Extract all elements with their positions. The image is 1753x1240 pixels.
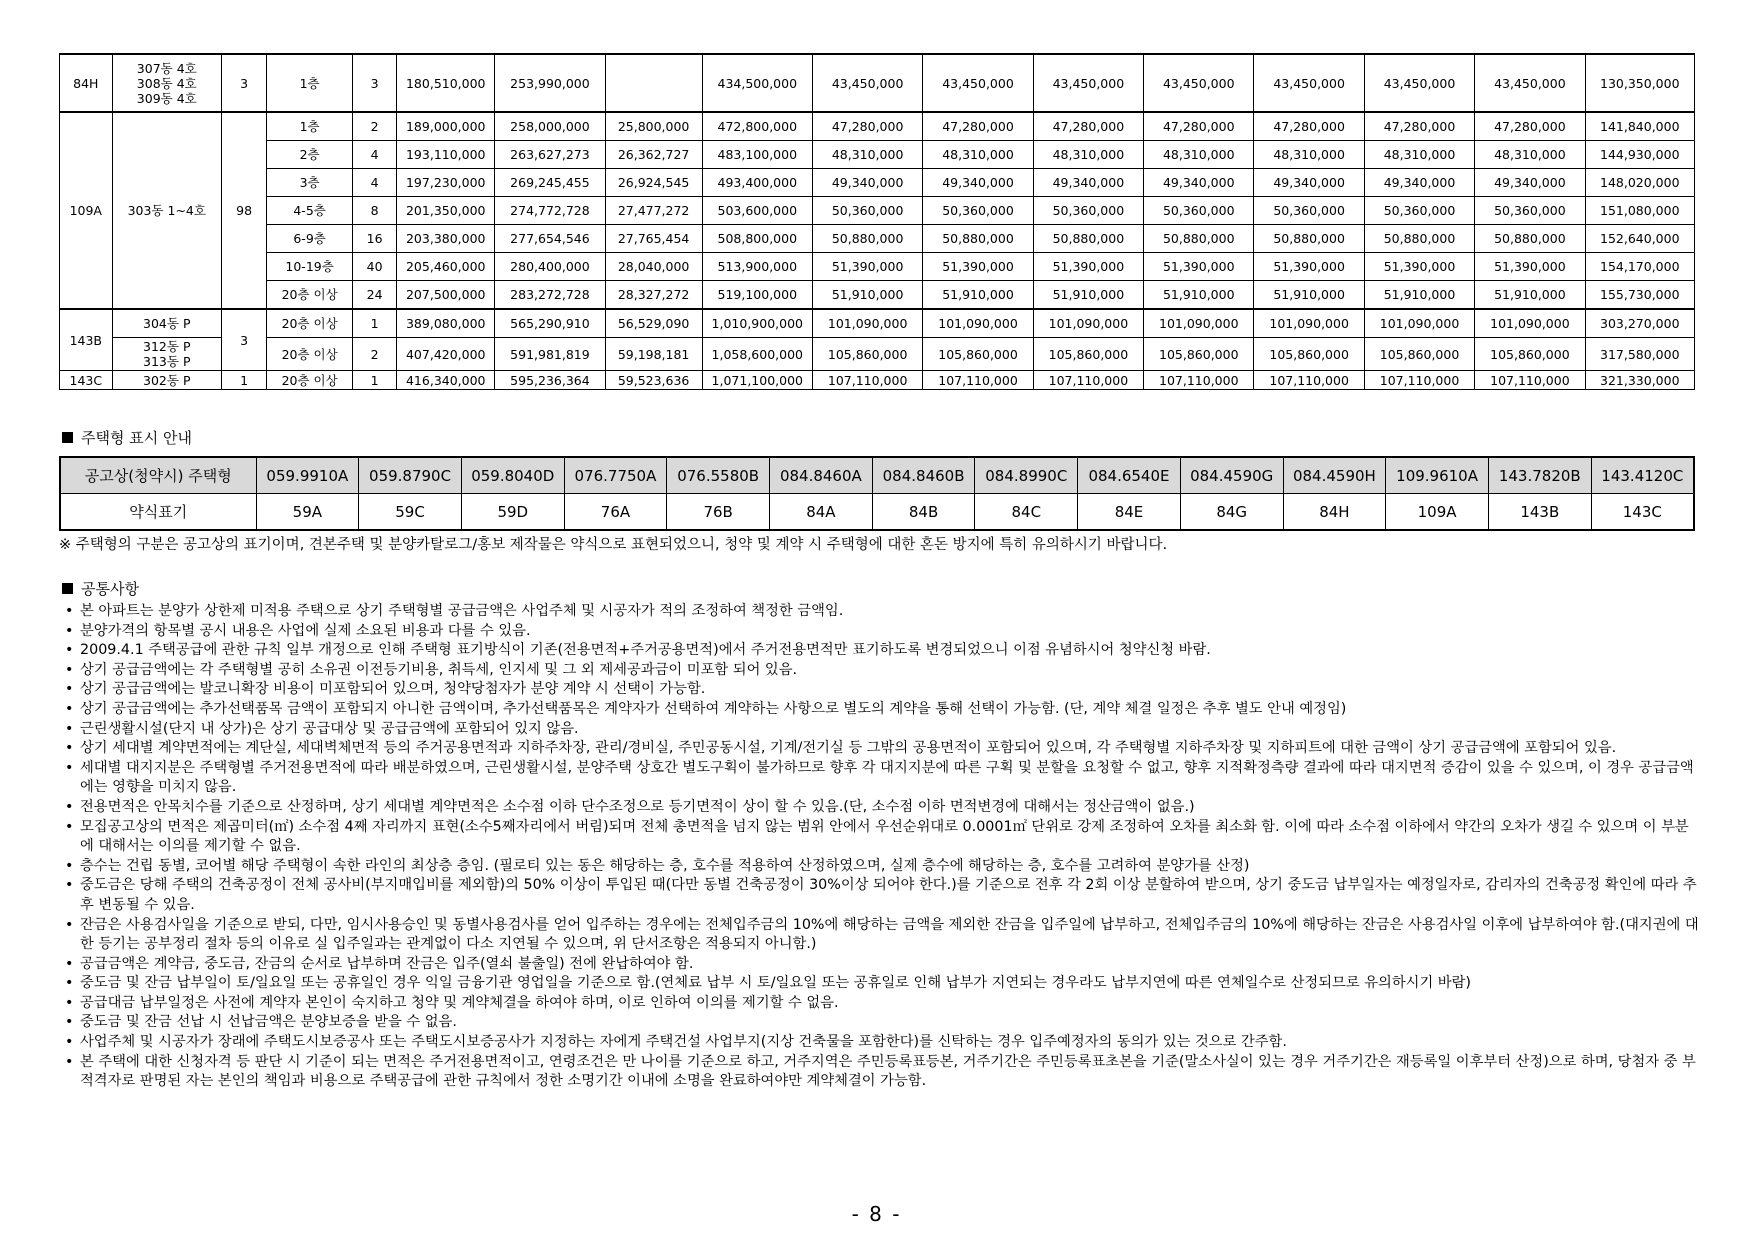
amount-cell: 51,910,000 bbox=[1254, 281, 1364, 310]
amount-cell: 51,390,000 bbox=[812, 253, 922, 281]
bullet-icon: • bbox=[65, 700, 74, 717]
housing-type-cell: 143C bbox=[60, 371, 113, 390]
bullet-icon: • bbox=[65, 857, 74, 874]
amount-cell: 59,198,181 bbox=[605, 338, 702, 371]
common-item-text: 전용면적은 안목치수를 기준으로 산정하며, 상기 세대별 계약면적은 소수점 이하 단수조정으로 등기면적이 상이 할 수 있음.(단, 소수점 이하 면적변경에 대해서는 정산금액이 없음.) bbox=[80, 798, 1195, 815]
common-item bbox=[60, 1013, 1700, 1033]
amount-cell: 107,110,000 bbox=[1475, 371, 1585, 390]
amount-cell: 50,360,000 bbox=[1475, 197, 1585, 225]
amount-cell: 48,310,000 bbox=[1475, 141, 1585, 169]
type-abbreviation-cell: 84A bbox=[770, 494, 873, 531]
bullet-icon: • bbox=[65, 603, 74, 619]
common-item-text: 상기 세대별 계약면적에는 계단실, 세대벽체면적 등의 주거공용면적과 지하주차장, 관리/경비실, 주민공동시설, 기계/전기실 등 그밖의 공용면적이 포함되어 있으며, 각 주택형별 지하주차장 및 지하피트에 대한 금액이 상기 공급금액에 포함되어 있음. bbox=[80, 740, 1617, 757]
common-item bbox=[60, 759, 1700, 798]
common-item-text: 중도금은 당해 주택의 건축공정이 전체 공사비(부지매입비를 제외함)의 50% 이상이 투입된 때(다만 동별 건축공정이 30%이상 되어야 한다.)를 기준으로 전후 각 2회 이상 분할하여 받으며, 상기 중도금 납부일자는 예정일자로, 감리자의 건축공정 확인에 따라 추후 변동될 수 있음. bbox=[80, 877, 1697, 913]
common-item bbox=[60, 876, 1700, 915]
common-item-text: 사업주체 및 시공자가 장래에 주택도시보증공사 또는 주택도시보증공사가 지정하는 자에게 주택건설 사업부지(지상 건축물을 포함한다)를 신탁하는 경우 입주예정자의 동의가 있는 것으로 간주함. bbox=[80, 1034, 1287, 1051]
amount-cell: 43,450,000 bbox=[1364, 54, 1474, 112]
amount-cell: 105,860,000 bbox=[812, 338, 922, 371]
price-table-row bbox=[60, 54, 1695, 112]
amount-cell: 51,910,000 bbox=[1475, 281, 1585, 310]
amount-cell: 105,860,000 bbox=[1364, 338, 1474, 371]
type-abbreviation-cell: 59C bbox=[359, 494, 462, 531]
common-item bbox=[60, 974, 1700, 994]
type-code-cell: 059.8040D bbox=[461, 457, 564, 494]
block-unit-cell bbox=[112, 54, 221, 112]
amount-cell: 107,110,000 bbox=[812, 371, 922, 390]
type-code-cell: 059.9910A bbox=[256, 457, 359, 494]
block-unit-line: 308동 4호 bbox=[136, 75, 197, 91]
amount-cell: 107,110,000 bbox=[923, 371, 1033, 390]
type-abbreviation-cell: 76A bbox=[564, 494, 667, 531]
type-code-cell: 143.7820B bbox=[1488, 457, 1591, 494]
amount-cell: 269,245,455 bbox=[495, 169, 605, 197]
common-item bbox=[60, 622, 1700, 642]
block-unit-line: 313동 P bbox=[143, 354, 191, 369]
price-table-row bbox=[60, 112, 1695, 141]
amount-cell: 47,280,000 bbox=[923, 112, 1033, 141]
common-item-text: 상기 공급금액에는 발코니확장 비용이 미포함되어 있으며, 청약당첨자가 분양 계약 시 선택이 가능함. bbox=[80, 681, 706, 698]
amount-cell: 27,765,454 bbox=[605, 225, 702, 253]
amount-cell: 101,090,000 bbox=[1254, 309, 1364, 338]
amount-cell: 50,880,000 bbox=[1475, 225, 1585, 253]
common-items-list bbox=[60, 602, 1700, 1092]
page-number: - 8 - bbox=[851, 1202, 902, 1226]
amount-cell: 595,236,364 bbox=[495, 371, 605, 390]
floor-cell: 20층 이상 bbox=[267, 371, 353, 390]
amount-cell: 51,910,000 bbox=[812, 281, 922, 310]
amount-cell: 107,110,000 bbox=[1254, 371, 1364, 390]
type-abbreviation-row-label: 약식표기 bbox=[60, 494, 256, 531]
bullet-icon: • bbox=[65, 818, 74, 835]
amount-cell: 50,880,000 bbox=[923, 225, 1033, 253]
price-table-row bbox=[60, 309, 1695, 338]
common-item-text: 공급대금 납부일정은 사전에 계약자 본인이 숙지하고 청약 및 계약체결을 하여야 하며, 이로 인하여 이의를 제기할 수 없음. bbox=[80, 994, 839, 1011]
common-item bbox=[60, 798, 1700, 818]
common-item bbox=[60, 661, 1700, 681]
common-item-text: 잔금은 사용검사일을 기준으로 받되, 다만, 임시사용승인 및 동별사용검사를 얻어 입주하는 경우에는 전체입주금의 10%에 해당하는 금액을 제외한 잔금을 입주일에 납부하고, 전체입주금의 10%에 해당하는 잔금은 사용검사일 이후에 납부하여야 함.(대지권에 대한 등기는 공부정리 절차 등의 이유로 실 입주일과는 관계없이 다소 지연될 수 있으며, 위 단서조항은 적용되지 아니함.) bbox=[80, 916, 1699, 953]
housing-type-table bbox=[59, 456, 1695, 531]
floor-cell: 1층 bbox=[267, 112, 353, 141]
amount-cell: 50,360,000 bbox=[923, 197, 1033, 225]
bullet-icon: • bbox=[65, 994, 74, 1011]
amount-cell: 203,380,000 bbox=[397, 225, 495, 253]
block-unit-cell bbox=[112, 112, 221, 309]
block-unit-line: 309동 4호 bbox=[136, 90, 197, 106]
type-code-cell: 109.9610A bbox=[1386, 457, 1489, 494]
bullet-icon: • bbox=[65, 975, 74, 992]
price-table-row bbox=[60, 225, 1695, 253]
supply-price-table bbox=[59, 53, 1695, 390]
amount-cell: 51,390,000 bbox=[1033, 253, 1143, 281]
amount-cell: 59,523,636 bbox=[605, 371, 702, 390]
common-item bbox=[60, 680, 1700, 700]
common-item bbox=[60, 739, 1700, 759]
amount-cell: 101,090,000 bbox=[1033, 309, 1143, 338]
block-unit-cell bbox=[112, 338, 221, 371]
bullet-icon: • bbox=[65, 759, 74, 776]
amount-cell: 48,310,000 bbox=[1364, 141, 1474, 169]
amount-cell: 51,910,000 bbox=[1144, 281, 1254, 310]
common-item bbox=[60, 1033, 1700, 1053]
household-total-cell: 98 bbox=[221, 112, 266, 309]
amount-cell: 101,090,000 bbox=[1475, 309, 1585, 338]
amount-cell: 1,071,100,000 bbox=[702, 371, 812, 390]
amount-cell: 47,280,000 bbox=[1364, 112, 1474, 141]
type-abbreviation-cell: 84B bbox=[872, 494, 975, 531]
unit-count-cell: 2 bbox=[352, 112, 396, 141]
bullet-icon: • bbox=[65, 642, 74, 659]
common-item-text: 상기 공급금액에는 각 주택형별 공히 소유권 이전등기비용, 취득세, 인지세 및 그 외 제세공과금이 미포함 되어 있음. bbox=[80, 661, 798, 678]
common-section-heading: 공통사항 bbox=[62, 580, 139, 598]
common-item bbox=[60, 641, 1700, 661]
type-abbreviation-cell: 59A bbox=[256, 494, 359, 531]
unit-count-cell: 3 bbox=[352, 54, 396, 112]
block-unit-line: 304동 P bbox=[143, 316, 191, 331]
type-abbreviation-cell: 84C bbox=[975, 494, 1078, 531]
amount-cell: 51,390,000 bbox=[1254, 253, 1364, 281]
amount-cell: 263,627,273 bbox=[495, 141, 605, 169]
type-note: ※ 주택형의 구분은 공고상의 표기이며, 견본주택 및 분양카탈로그/홍보 제작물은 약식으로 표현되었으니, 청약 및 계약 시 주택형에 대한 혼돈 방지에 특히 유의하시기 바랍니다. bbox=[59, 537, 1168, 553]
block-unit-cell bbox=[112, 371, 221, 390]
floor-cell: 20층 이상 bbox=[267, 309, 353, 338]
price-table-row bbox=[60, 253, 1695, 281]
amount-cell: 49,340,000 bbox=[1033, 169, 1143, 197]
bullet-icon: • bbox=[65, 622, 74, 639]
amount-cell: 1,010,900,000 bbox=[702, 309, 812, 338]
amount-cell: 317,580,000 bbox=[1585, 338, 1694, 371]
amount-cell: 51,390,000 bbox=[1475, 253, 1585, 281]
amount-cell: 49,340,000 bbox=[1475, 169, 1585, 197]
floor-cell: 6-9층 bbox=[267, 225, 353, 253]
amount-cell: 207,500,000 bbox=[397, 281, 495, 310]
amount-cell: 180,510,000 bbox=[397, 54, 495, 112]
amount-cell: 107,110,000 bbox=[1144, 371, 1254, 390]
common-item bbox=[60, 1053, 1700, 1092]
unit-count-cell: 16 bbox=[352, 225, 396, 253]
amount-cell: 49,340,000 bbox=[923, 169, 1033, 197]
amount-cell: 51,910,000 bbox=[1033, 281, 1143, 310]
amount-cell: 105,860,000 bbox=[923, 338, 1033, 371]
amount-cell: 43,450,000 bbox=[923, 54, 1033, 112]
type-code-cell: 084.8460A bbox=[770, 457, 873, 494]
common-item bbox=[60, 857, 1700, 877]
amount-cell: 47,280,000 bbox=[1033, 112, 1143, 141]
amount-cell: 43,450,000 bbox=[812, 54, 922, 112]
amount-cell: 49,340,000 bbox=[1364, 169, 1474, 197]
type-code-cell: 076.5580B bbox=[667, 457, 770, 494]
unit-count-cell: 4 bbox=[352, 169, 396, 197]
common-item-text: 근린생활시설(단지 내 상가)은 상기 공급대상 및 공급금액에 포함되어 있지 않음. bbox=[80, 720, 579, 737]
amount-cell: 50,360,000 bbox=[1033, 197, 1143, 225]
amount-cell: 253,990,000 bbox=[495, 54, 605, 112]
amount-cell: 389,080,000 bbox=[397, 309, 495, 338]
amount-cell: 1,058,600,000 bbox=[702, 338, 812, 371]
block-unit-line: 302동 P bbox=[143, 372, 191, 388]
amount-cell: 28,040,000 bbox=[605, 253, 702, 281]
common-item-text: 2009.4.1 주택공급에 관한 규칙 일부 개정으로 인해 주택형 표기방식이 기존(전용면적+주거공용면적)에서 주거전용면적만 표기하도록 변경되었으니 이점 유념하시어 청약신청 바람. bbox=[80, 642, 1211, 659]
household-total-cell: 1 bbox=[221, 371, 266, 390]
amount-cell: 50,360,000 bbox=[812, 197, 922, 225]
amount-cell: 144,930,000 bbox=[1585, 141, 1694, 169]
floor-cell: 1층 bbox=[267, 54, 353, 112]
amount-cell: 49,340,000 bbox=[1254, 169, 1364, 197]
unit-count-cell: 1 bbox=[352, 371, 396, 390]
amount-cell: 48,310,000 bbox=[812, 141, 922, 169]
type-abbreviation-cell: 84E bbox=[1078, 494, 1181, 531]
common-item-text: 모집공고상의 면적은 제곱미터(㎡) 소수점 4째 자리까지 표현(소수5째자리에서 버림)되며 전체 총면적을 넘지 않는 범위 안에서 우선순위대로 0.0001㎡ 단위로 강제 조정하여 오차를 최소화 함. 이에 따라 소수점 이하에서 약간의 오차가 생길 수 있으며 이 부분에 대해서는 이의를 제기할 수 없음. bbox=[80, 818, 1689, 855]
amount-cell: 155,730,000 bbox=[1585, 281, 1694, 310]
amount-cell: 47,280,000 bbox=[1144, 112, 1254, 141]
housing-type-cell: 143B bbox=[60, 309, 113, 371]
amount-cell: 50,360,000 bbox=[1364, 197, 1474, 225]
amount-cell: 50,880,000 bbox=[1144, 225, 1254, 253]
amount-cell: 43,450,000 bbox=[1254, 54, 1364, 112]
amount-cell: 27,477,272 bbox=[605, 197, 702, 225]
amount-cell: 50,880,000 bbox=[1364, 225, 1474, 253]
housing-type-cell: 109A bbox=[60, 112, 113, 309]
price-table-row bbox=[60, 371, 1695, 390]
amount-cell: 416,340,000 bbox=[397, 371, 495, 390]
amount-cell: 26,362,727 bbox=[605, 141, 702, 169]
type-abbreviation-cell: 84H bbox=[1283, 494, 1386, 531]
floor-cell: 20층 이상 bbox=[267, 281, 353, 310]
amount-cell: 101,090,000 bbox=[1364, 309, 1474, 338]
common-item-text: 본 주택에 대한 신청자격 등 판단 시 기준이 되는 면적은 주거전용면적이고, 연령조건은 만 나이를 기준으로 하고, 거주지역은 주민등록표등본, 거주기간은 주민등록표초본을 기준(말소사실이 있는 경우 거주기간은 재등록일 이후부터 산정)으로 하며, 당첨자 중 부적격자로 판명된 자는 본인의 책임과 비용으로 주택공급에 관한 규칙에서 정한 소명기간 이내에 소명을 완료하여야만 계약체결이 가능함. bbox=[80, 1053, 1696, 1090]
bullet-icon: • bbox=[65, 740, 74, 757]
amount-cell: 197,230,000 bbox=[397, 169, 495, 197]
amount-cell: 152,640,000 bbox=[1585, 225, 1694, 253]
common-item-text: 상기 공급금액에는 추가선택품목 금액이 포함되지 아니한 금액이며, 추가선택품목은 계약자가 선택하여 계약하는 사항으로 별도의 계약을 통해 선택이 가능함. (단, 계약 체결 일정은 추후 별도 안내 예정임) bbox=[80, 700, 1347, 717]
amount-cell: 519,100,000 bbox=[702, 281, 812, 310]
amount-cell: 148,020,000 bbox=[1585, 169, 1694, 197]
amount-cell: 503,600,000 bbox=[702, 197, 812, 225]
amount-cell: 101,090,000 bbox=[923, 309, 1033, 338]
type-abbreviation-row bbox=[60, 494, 1694, 531]
amount-cell: 141,840,000 bbox=[1585, 112, 1694, 141]
amount-cell: 283,272,728 bbox=[495, 281, 605, 310]
type-abbreviation-cell: 76B bbox=[667, 494, 770, 531]
amount-cell: 508,800,000 bbox=[702, 225, 812, 253]
amount-cell: 43,450,000 bbox=[1033, 54, 1143, 112]
bullet-icon: • bbox=[65, 955, 74, 972]
amount-cell bbox=[605, 54, 702, 112]
amount-cell: 50,880,000 bbox=[1254, 225, 1364, 253]
block-unit-line: 312동 P bbox=[143, 339, 191, 354]
type-code-row bbox=[60, 457, 1694, 494]
common-item bbox=[60, 955, 1700, 975]
amount-cell: 105,860,000 bbox=[1475, 338, 1585, 371]
type-code-cell: 084.4590H bbox=[1283, 457, 1386, 494]
amount-cell: 407,420,000 bbox=[397, 338, 495, 371]
bullet-icon: • bbox=[65, 1014, 74, 1031]
common-item-text: 분양가격의 항목별 공시 내용은 사업에 실제 소요된 비용과 다를 수 있음. bbox=[80, 622, 531, 639]
amount-cell: 189,000,000 bbox=[397, 112, 495, 141]
unit-count-cell: 24 bbox=[352, 281, 396, 310]
amount-cell: 151,080,000 bbox=[1585, 197, 1694, 225]
type-code-cell: 143.4120C bbox=[1591, 457, 1694, 494]
price-table-row bbox=[60, 141, 1695, 169]
type-abbreviation-cell: 143C bbox=[1591, 494, 1694, 531]
amount-cell: 434,500,000 bbox=[702, 54, 812, 112]
common-item-text: 층수는 건립 동별, 코어별 해당 주택형이 속한 라인의 최상층 층임. (필로티 있는 동은 해당하는 층, 호수를 적용하여 산정하였으며, 실제 층수에 해당하는 층, 호수를 고려하여 분양가를 산정) bbox=[80, 857, 1250, 874]
common-item-text: 본 아파트는 분양가 상한제 미적용 주택으로 상기 주택형별 공급금액은 사업주체 및 시공자가 적의 조정하여 책정한 금액임. bbox=[80, 603, 844, 619]
amount-cell: 28,327,272 bbox=[605, 281, 702, 310]
type-code-cell: 084.4590G bbox=[1180, 457, 1283, 494]
square-bullet-icon bbox=[62, 583, 73, 594]
common-item-text: 중도금 및 잔금 선납 시 선납금액은 분양보증을 받을 수 없음. bbox=[80, 1014, 457, 1031]
amount-cell: 107,110,000 bbox=[1033, 371, 1143, 390]
amount-cell: 51,390,000 bbox=[1364, 253, 1474, 281]
type-code-cell: 059.8790C bbox=[359, 457, 462, 494]
type-code-cell: 076.7750A bbox=[564, 457, 667, 494]
amount-cell: 50,880,000 bbox=[812, 225, 922, 253]
price-table-row bbox=[60, 197, 1695, 225]
amount-cell: 101,090,000 bbox=[812, 309, 922, 338]
block-unit-cell bbox=[112, 309, 221, 338]
bullet-icon: • bbox=[65, 916, 74, 933]
common-item bbox=[60, 602, 1700, 622]
amount-cell: 49,340,000 bbox=[1144, 169, 1254, 197]
bullet-icon: • bbox=[65, 1034, 74, 1051]
amount-cell: 107,110,000 bbox=[1364, 371, 1474, 390]
amount-cell: 47,280,000 bbox=[1254, 112, 1364, 141]
bullet-icon: • bbox=[65, 661, 74, 678]
type-abbreviation-cell: 84G bbox=[1180, 494, 1283, 531]
unit-count-cell: 2 bbox=[352, 338, 396, 371]
amount-cell: 47,280,000 bbox=[1475, 112, 1585, 141]
amount-cell: 513,900,000 bbox=[702, 253, 812, 281]
floor-cell: 20층 이상 bbox=[267, 338, 353, 371]
unit-count-cell: 8 bbox=[352, 197, 396, 225]
price-table-row bbox=[60, 169, 1695, 197]
type-code-cell: 084.6540E bbox=[1078, 457, 1181, 494]
amount-cell: 56,529,090 bbox=[605, 309, 702, 338]
bullet-icon: • bbox=[65, 877, 74, 894]
unit-count-cell: 1 bbox=[352, 309, 396, 338]
common-item-text: 공급금액은 계약금, 중도금, 잔금의 순서로 납부하며 잔금은 입주(열쇠 불출일) 전에 완납하여야 함. bbox=[80, 955, 694, 972]
amount-cell: 565,290,910 bbox=[495, 309, 605, 338]
household-total-cell: 3 bbox=[221, 309, 266, 371]
amount-cell: 101,090,000 bbox=[1144, 309, 1254, 338]
amount-cell: 50,360,000 bbox=[1254, 197, 1364, 225]
type-code-row-label: 공고상(청약시) 주택형 bbox=[60, 457, 256, 494]
amount-cell: 280,400,000 bbox=[495, 253, 605, 281]
amount-cell: 48,310,000 bbox=[923, 141, 1033, 169]
common-item-text: 세대별 대지지분은 주택형별 주거전용면적에 따라 배분하였으며, 근린생활시설, 분양주택 상호간 별도구획이 불가하므로 향후 각 대지지분에 따른 구획 및 분할을 요청할 수 없고, 향후 지적확정측량 결과에 따라 대지면적 증감이 있을 수 있으며, 이 경우 공급금액에는 영향을 미치지 않음. bbox=[80, 759, 1694, 796]
amount-cell: 493,400,000 bbox=[702, 169, 812, 197]
amount-cell: 258,000,000 bbox=[495, 112, 605, 141]
unit-count-cell: 40 bbox=[352, 253, 396, 281]
bullet-icon: • bbox=[65, 1053, 74, 1070]
amount-cell: 26,924,545 bbox=[605, 169, 702, 197]
floor-cell: 10-19층 bbox=[267, 253, 353, 281]
amount-cell: 51,390,000 bbox=[1144, 253, 1254, 281]
amount-cell: 205,460,000 bbox=[397, 253, 495, 281]
amount-cell: 591,981,819 bbox=[495, 338, 605, 371]
common-item bbox=[60, 994, 1700, 1014]
block-unit-line: 303동 1~4호 bbox=[127, 203, 206, 218]
block-unit-line: 307동 4호 bbox=[136, 60, 197, 76]
amount-cell: 154,170,000 bbox=[1585, 253, 1694, 281]
type-code-cell: 084.8460B bbox=[872, 457, 975, 494]
amount-cell: 47,280,000 bbox=[812, 112, 922, 141]
amount-cell: 51,910,000 bbox=[1364, 281, 1474, 310]
amount-cell: 25,800,000 bbox=[605, 112, 702, 141]
square-bullet-icon bbox=[62, 432, 73, 443]
amount-cell: 50,360,000 bbox=[1144, 197, 1254, 225]
type-abbreviation-cell: 143B bbox=[1488, 494, 1591, 531]
amount-cell: 43,450,000 bbox=[1475, 54, 1585, 112]
floor-cell: 4-5층 bbox=[267, 197, 353, 225]
unit-count-cell: 4 bbox=[352, 141, 396, 169]
amount-cell: 50,880,000 bbox=[1033, 225, 1143, 253]
floor-cell: 3층 bbox=[267, 169, 353, 197]
bullet-icon: • bbox=[65, 720, 74, 737]
common-item-text: 중도금 및 잔금 납부일이 토/일요일 또는 공휴일인 경우 익일 금융기관 영업일을 기준으로 함.(연체료 납부 시 토/일요일 또는 공휴일로 인해 납부가 지연되는 경우라도 납부지연에 따른 연체일수로 산정되므로 유의하시기 바람) bbox=[80, 975, 1471, 992]
amount-cell: 105,860,000 bbox=[1254, 338, 1364, 371]
common-item bbox=[60, 916, 1700, 955]
amount-cell: 43,450,000 bbox=[1144, 54, 1254, 112]
amount-cell: 483,100,000 bbox=[702, 141, 812, 169]
amount-cell: 51,390,000 bbox=[923, 253, 1033, 281]
common-item bbox=[60, 720, 1700, 740]
amount-cell: 303,270,000 bbox=[1585, 309, 1694, 338]
price-table-row bbox=[60, 338, 1695, 371]
amount-cell: 130,350,000 bbox=[1585, 54, 1694, 112]
amount-cell: 49,340,000 bbox=[812, 169, 922, 197]
amount-cell: 321,330,000 bbox=[1585, 371, 1694, 390]
price-table-row bbox=[60, 281, 1695, 310]
amount-cell: 274,772,728 bbox=[495, 197, 605, 225]
amount-cell: 51,910,000 bbox=[923, 281, 1033, 310]
common-item bbox=[60, 818, 1700, 857]
amount-cell: 48,310,000 bbox=[1033, 141, 1143, 169]
amount-cell: 472,800,000 bbox=[702, 112, 812, 141]
amount-cell: 48,310,000 bbox=[1254, 141, 1364, 169]
bullet-icon: • bbox=[65, 681, 74, 698]
amount-cell: 277,654,546 bbox=[495, 225, 605, 253]
floor-cell: 2층 bbox=[267, 141, 353, 169]
amount-cell: 48,310,000 bbox=[1144, 141, 1254, 169]
amount-cell: 105,860,000 bbox=[1144, 338, 1254, 371]
household-total-cell: 3 bbox=[221, 54, 266, 112]
type-abbreviation-cell: 59D bbox=[461, 494, 564, 531]
amount-cell: 201,350,000 bbox=[397, 197, 495, 225]
bullet-icon: • bbox=[65, 798, 74, 815]
housing-type-cell: 84H bbox=[60, 54, 113, 112]
amount-cell: 105,860,000 bbox=[1033, 338, 1143, 371]
type-code-cell: 084.8990C bbox=[975, 457, 1078, 494]
type-section-heading: 주택형 표시 안내 bbox=[62, 429, 192, 447]
amount-cell: 193,110,000 bbox=[397, 141, 495, 169]
type-abbreviation-cell: 109A bbox=[1386, 494, 1489, 531]
common-item bbox=[60, 700, 1700, 720]
